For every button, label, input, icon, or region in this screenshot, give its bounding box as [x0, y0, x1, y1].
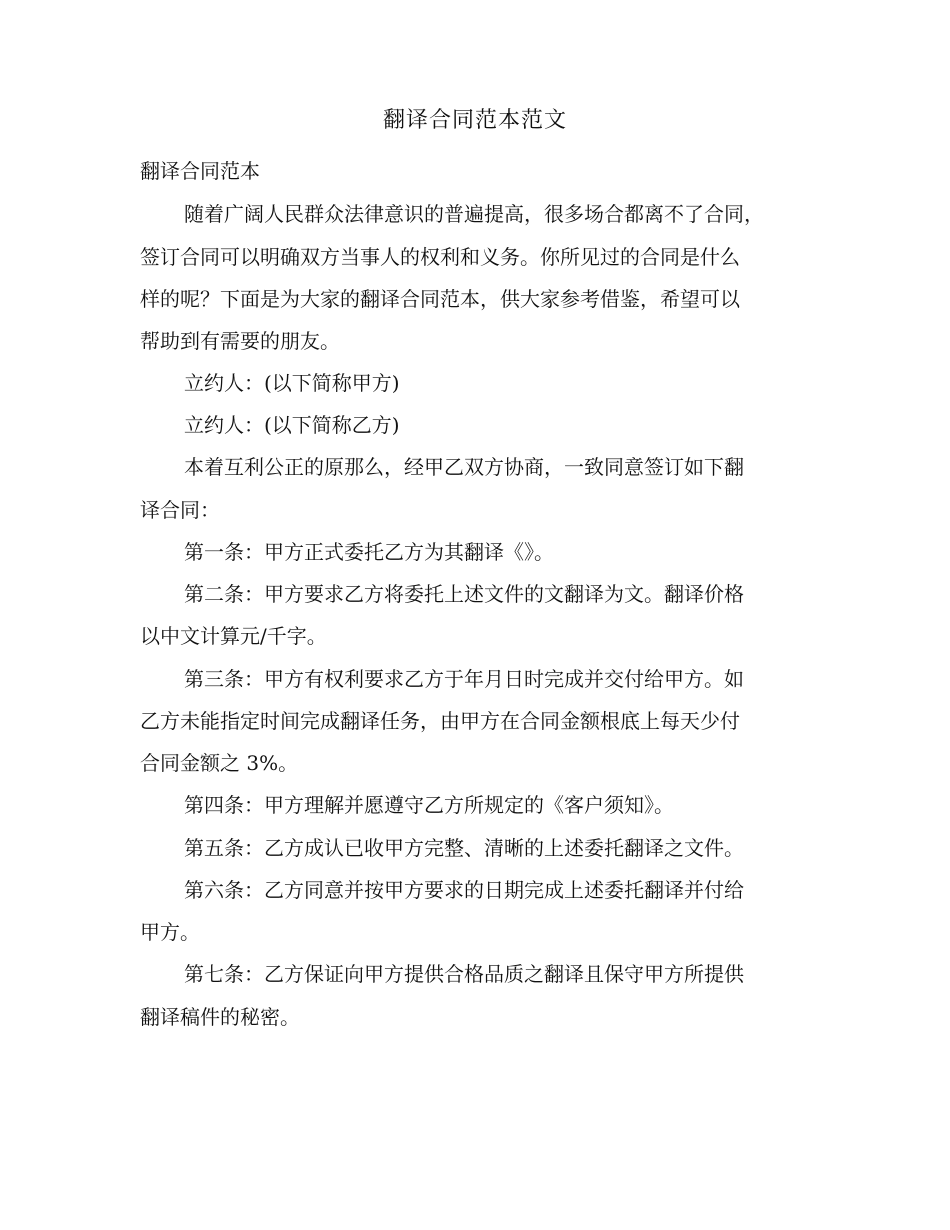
article-3-line-1: 第三条：甲方有权利要求乙方于年月日时完成并交付给甲方。如 — [184, 667, 744, 691]
article-2-line-1: 第二条：甲方要求乙方将委托上述文件的文翻译为文。翻译价格 — [184, 582, 744, 606]
article-2-line-2: 以中文计算元/千字。 — [140, 624, 327, 648]
preamble-line-1: 本着互利公正的原那么，经甲乙双方协商，一致同意签订如下翻 — [184, 455, 744, 479]
document-title: 翻译合同范本范文 — [382, 108, 567, 133]
article-3-line-2: 乙方未能指定时间完成翻译任务，由甲方在合同金额根底上每天少付 — [140, 709, 740, 733]
article-6-line-1: 第六条：乙方同意并按甲方要求的日期完成上述委托翻译并付给 — [184, 878, 744, 902]
party-b-line: 立约人：(以下简称乙方) — [184, 413, 400, 437]
party-a-line: 立约人：(以下简称甲方) — [184, 371, 400, 395]
preamble-line-2: 译合同： — [140, 498, 220, 522]
article-3-line-3: 合同金额之 3%。 — [140, 751, 299, 775]
article-6-line-2: 甲方。 — [140, 920, 200, 944]
intro-line-4: 帮助到有需要的朋友。 — [140, 329, 340, 353]
document-subtitle: 翻译合同范本 — [140, 159, 260, 183]
intro-line-3: 样的呢？下面是为大家的翻译合同范本，供大家参考借鉴，希望可以 — [140, 287, 740, 311]
article-1: 第一条：甲方正式委托乙方为其翻译《》。 — [184, 540, 554, 564]
article-7-line-1: 第七条：乙方保证向甲方提供合格品质之翻译且保守甲方所提供 — [184, 962, 744, 986]
article-7-line-2: 翻译稿件的秘密。 — [140, 1005, 300, 1029]
article-5: 第五条：乙方成认已收甲方完整、清晰的上述委托翻译之文件。 — [184, 836, 744, 860]
intro-line-2: 签订合同可以明确双方当事人的权利和义务。你所见过的合同是什么 — [140, 245, 740, 269]
intro-line-1: 随着广阔人民群众法律意识的普遍提高，很多场合都离不了合同， — [184, 202, 764, 226]
article-4: 第四条：甲方理解并愿遵守乙方所规定的《客户须知》。 — [184, 793, 674, 817]
